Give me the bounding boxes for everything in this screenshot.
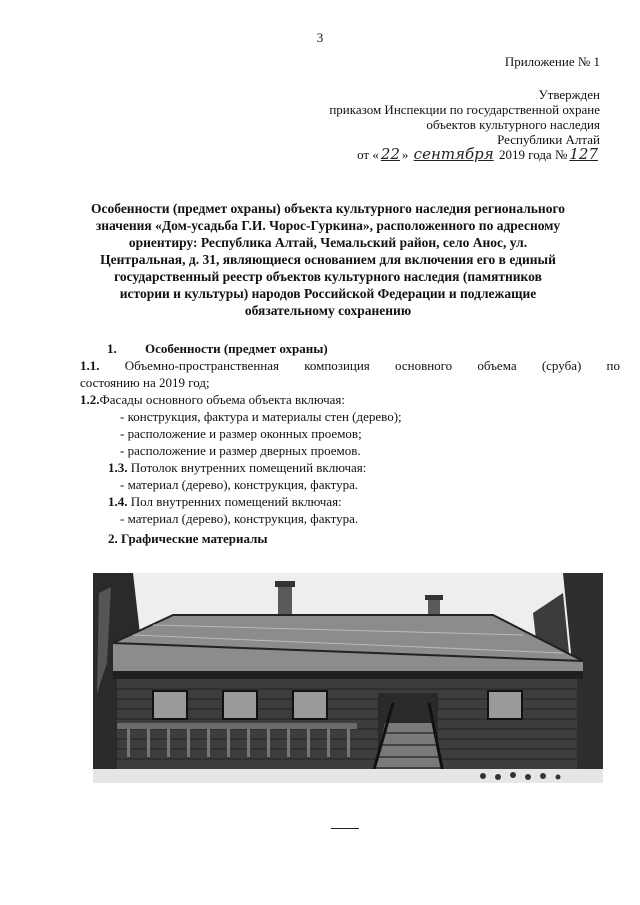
list-item: - расположение и размер оконных проемов; [120, 426, 362, 441]
list-item: - конструкция, фактура и материалы стен (дерево); [120, 409, 402, 424]
date-day: 22 [380, 145, 400, 163]
date-prefix: от « [357, 147, 379, 162]
section-2-heading: 2. Графические материалы [108, 531, 268, 546]
title-line: значения «Дом-усадьба Г.И. Чорос-Гуркина», расположенного по адресному [95, 218, 561, 233]
item-1-4 [80, 493, 620, 510]
list-item: - материал (дерево), конструкция, фактура. [120, 477, 359, 492]
approval-line-2: объектов культурного наследия [426, 117, 600, 132]
item-1-4-text: Пол внутренних помещений включая: [130, 494, 342, 509]
title-line: Центральная, д. 31, являющиеся основанием для включения его в единый [100, 252, 556, 267]
document-title [48, 200, 608, 319]
title-line: истории и культуры) народов Российской Федерации и подлежащие [119, 286, 537, 301]
item-1-3-text: Потолок внутренних помещений включая: [130, 460, 367, 475]
list-item: - материал (дерево), конструкция, фактура. [120, 511, 359, 526]
item-1-1-text: Объемно-пространственная композиция основного объема (сруба) по [124, 358, 620, 373]
section-1-title: Особенности (предмет охраны) [145, 341, 328, 356]
item-1-3 [80, 459, 620, 476]
item-1-1-continuation: состоянию на 2019 год; [80, 375, 210, 390]
item-1-2-number: 1.2. [80, 392, 100, 407]
title-line: государственный реестр объектов культурного наследия (памятников [114, 269, 542, 284]
item-1-2-text: Фасады основного объема объекта включая: [99, 392, 346, 407]
order-number: 127 [569, 145, 598, 163]
page-divider [331, 828, 359, 829]
title-line: ориентиру: Республика Алтай, Чемальский район, село Анос, ул. [128, 235, 528, 250]
approval-date-line [329, 147, 600, 162]
date-year: 2019 года № [498, 147, 568, 162]
date-mid: » [401, 147, 409, 162]
section-1-heading [80, 340, 620, 357]
section-1 [80, 340, 620, 547]
house-photo [93, 573, 603, 783]
item-1-2 [80, 391, 620, 408]
approval-block [329, 54, 600, 162]
list-item: - расположение и размер дверных проемов. [120, 443, 361, 458]
title-line: обязательному сохранению [244, 303, 412, 318]
item-1-3-number: 1.3. [108, 460, 128, 475]
date-month: сентября [413, 145, 494, 163]
item-1-4-number: 1.4. [108, 494, 128, 509]
approval-line-3: Республики Алтай [497, 132, 600, 147]
item-1-1 [80, 357, 620, 374]
section-1-number: 1. [107, 341, 117, 356]
page-number: 3 [316, 30, 324, 45]
appendix-label: Приложение № 1 [504, 54, 600, 69]
item-1-1-number: 1.1. [80, 358, 100, 373]
approved-label: Утвержден [538, 87, 600, 102]
approval-line-1: приказом Инспекции по государственной охране [329, 102, 600, 117]
title-line: Особенности (предмет охраны) объекта культурного наследия регионального [91, 201, 565, 216]
